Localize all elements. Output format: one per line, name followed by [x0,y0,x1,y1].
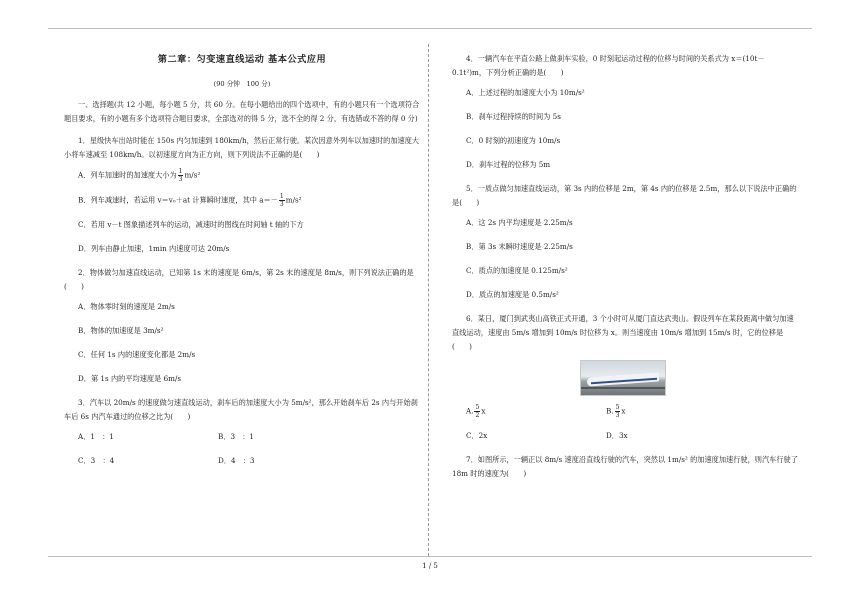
left-column [64,52,420,478]
q1-a-prefix: A．列车加速时的加速度大小为 [78,170,177,180]
question-3-options-row-1 [78,430,420,444]
q1-b-fraction [279,193,285,208]
question-1-option-c: C．若用 v－t 图象描述列车的运动，减速时的图线在时间轴 t 轴的下方 [78,219,304,229]
question-6-option-c: C．2x [466,431,488,440]
question-4-option-a: A．上述过程的加速度大小为 10m/s² [466,88,585,97]
bottom-rule [48,556,812,557]
question-2-option-d: D．第 1s 内的平均速度是 6m/s [78,373,182,383]
question-4-option-d: D．刹车过程的位移为 5m [466,160,551,169]
q1-a-fraction [178,168,184,183]
question-3-option-d: D．4 ：3 [218,455,255,465]
question-6-option-b [606,404,746,419]
question-2-stem: 2．物体做匀加速直线运动，已知第 1s 末的速度是 6m/s，第 2s 末的速度是 8m/s，则下列说法正确的是( ) [64,267,414,291]
q6-b-denominator: 3 [615,412,620,419]
page-subtitle: (90 分钟 100 分) [213,79,271,88]
question-3-option-c: C．3 ：4 [78,455,115,465]
question-5-option-d: D．质点的加速度是 0.5m/s² [466,290,559,299]
train-rail [581,387,665,389]
question-1-option-b [78,193,420,208]
question-1-option-a [78,168,420,183]
question-6-option-a [466,404,606,419]
q1-b-denominator: 3 [279,200,284,208]
question-4-stem: 4．一辆汽车在平直公路上做刹车实验，0 时刻起运动过程的位移与时间的关系式为 x＝(10t－0.1t²)m，下列分析正确的是( ) [452,54,765,77]
question-3-option-a: A．1 ：1 [78,431,114,441]
q6-b-fraction [615,404,621,419]
question-5-option-a: A．这 2s 内平均速度是 2.25m/s [466,218,573,227]
question-3-option-b: B．3 ：1 [218,431,254,441]
q1-b-numerator: 1 [279,192,284,200]
question-2-option-a: A．物体零时刻的速度是 2m/s [78,301,175,311]
question-5-option-c: C．质点的加速度是 0.125m/s² [466,266,568,275]
question-6-option-d: D．3x [606,431,628,440]
question-6-options-row-1 [466,404,798,419]
question-3-options-row-2 [78,454,420,468]
q1-a-denominator: 3 [178,175,183,183]
q1-b-suffix: m/s² [285,195,302,205]
right-column [452,52,798,487]
question-5-option-b: B．第 3s 末瞬时速度是 2.25m/s [466,242,573,251]
page-number: 1 / 5 [422,562,438,570]
top-rule [48,28,812,29]
q6-a-suffix: x [481,406,486,416]
question-1-option-d: D．列车由静止加速，1min 内速度可达 20m/s [78,243,230,253]
q6-b-prefix: B. [606,406,614,416]
question-2-option-c: C．任何 1s 内的速度变化都是 2m/s [78,349,196,359]
question-1-stem: 1．星级快车出站时能在 150s 内匀加速到 180km/h，然后正常行驶。某次因意外列车以加速时的加速度大小将车速减至 108km/h。以初速度方向为正方向，则下列说法不正确的是( ) [64,135,420,159]
q1-a-numerator: 1 [178,167,183,175]
q6-b-suffix: x [621,406,626,416]
high-speed-train-image [580,360,666,396]
question-7-stem: 7．如图所示，一辆正以 8m/s 速度沿直线行驶的汽车，突然以 1m/s² 的加速度加速行驶，则汽车行驶了 18m 时的速度为( ) [452,455,798,478]
section-intro: 一、选择题(共 12 小题，每小题 5 分，共 60 分。在每小题给出的四个选项中，有的小题只有一个选项符合题目要求，有的小题有多个选项符合题目要求，全部选对的得 5 分，选不全的得 2 分，有选错或不答的得 0 分) [64,99,420,123]
question-3-stem: 3．汽车以 20m/s 的速度做匀速直线运动，刹车后的加速度大小为 5m/s²，那么开始刹车后 2s 内与开始刹车后 6s 内汽车通过的位移之比为( ) [64,397,418,421]
question-6-options-row-2 [466,429,798,443]
question-6-stem: 6．某日，厦门到武夷山高铁正式开通，3 个小时可从厦门直达武夷山。假设列车在某段距离中做匀加速直线运动，速度由 5m/s 增加到 10m/s 时位移为 x。则当速度由 10m/s 增加到 15m/s 时，它的位移是( ) [452,314,794,351]
question-2-option-b: B．物体的加速度是 3m/s² [78,325,164,335]
question-5-stem: 5．一质点做匀加速直线运动，第 3s 内的位移是 2m，第 4s 内的位移是 2.5m，那么以下说法中正确的是( ) [452,184,797,207]
question-4-option-b: B．刹车过程持续的时间为 5s [466,112,561,121]
q6-b-numerator: 5 [615,404,620,411]
q6-a-fraction [474,404,480,419]
column-divider [428,44,429,556]
q1-b-prefix: B．列车减速时，若运用 v＝v₀＋at 计算瞬时速度，其中 a＝－ [78,195,278,205]
q6-a-denominator: 2 [475,412,480,419]
q6-a-numerator: 5 [475,404,480,411]
page-title: 第二章：匀变速直线运动 基本公式应用 [157,54,327,65]
q6-a-prefix: A. [466,406,474,416]
q1-a-suffix: m/s² [184,170,201,180]
question-4-option-c: C．0 时刻的初速度为 10m/s [466,136,561,145]
